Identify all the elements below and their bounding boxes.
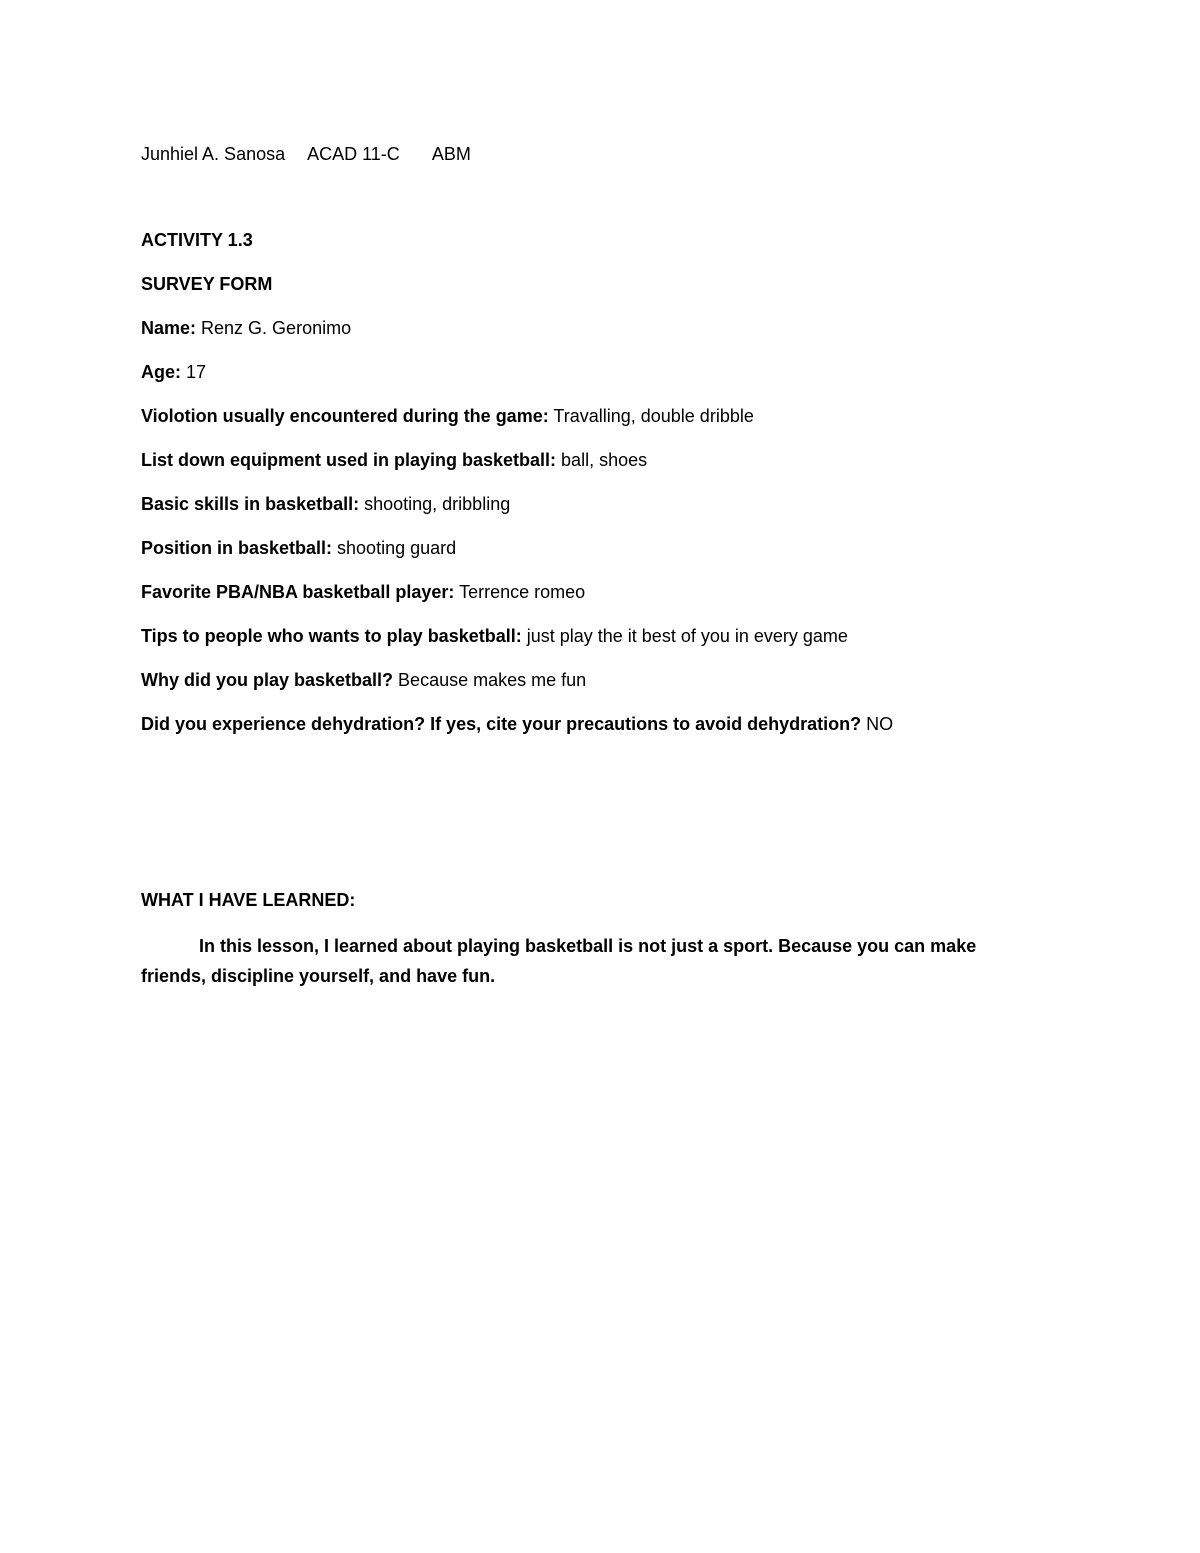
field-label: Did you experience dehydration? If yes, cite your precautions to avoid dehydration? xyxy=(141,714,862,734)
field-label: Age: xyxy=(141,362,181,382)
student-name: Junhiel A. Sanosa xyxy=(141,144,286,164)
learned-heading: WHAT I HAVE LEARNED: xyxy=(141,890,356,910)
field-value: 17 xyxy=(181,362,207,382)
field-label: Why did you play basketball? xyxy=(141,670,394,690)
field-position xyxy=(141,536,1041,560)
field-value: Travalling, double dribble xyxy=(548,406,754,426)
field-favorite-player xyxy=(141,580,1041,604)
field-basic-skills xyxy=(141,492,1041,516)
field-label: Favorite PBA/NBA basketball player: xyxy=(141,582,455,602)
field-label: Tips to people who wants to play basketball: xyxy=(141,626,522,646)
field-tips xyxy=(141,624,1041,648)
field-label: Name: xyxy=(141,318,197,338)
student-strand: ABM xyxy=(431,144,471,164)
field-name xyxy=(141,316,1041,340)
field-why-play xyxy=(141,668,1041,692)
field-value: Renz G. Geronimo xyxy=(196,318,352,338)
document-content xyxy=(141,142,1041,991)
header-line xyxy=(141,142,1041,166)
field-equipment xyxy=(141,448,1041,472)
field-dehydration xyxy=(141,712,1041,736)
field-violation xyxy=(141,404,1041,428)
field-age xyxy=(141,360,1041,384)
survey-form-title: SURVEY FORM xyxy=(141,274,273,294)
field-value: Terrence romeo xyxy=(454,582,586,602)
activity-title: ACTIVITY 1.3 xyxy=(141,230,253,250)
field-value: shooting guard xyxy=(332,538,457,558)
field-value: just play the it best of you in every game xyxy=(521,626,848,646)
field-label: List down equipment used in playing basketball: xyxy=(141,450,557,470)
field-value: ball, shoes xyxy=(556,450,648,470)
field-label: Violotion usually encountered during the game: xyxy=(141,406,549,426)
field-label: Basic skills in basketball: xyxy=(141,494,360,514)
field-value: Because makes me fun xyxy=(393,670,587,690)
field-label: Position in basketball: xyxy=(141,538,333,558)
student-section: ACAD 11-C xyxy=(307,144,400,164)
learned-paragraph: In this lesson, I learned about playing basketball is not just a sport. Because you can make friends, discipline yourself, and have fun. xyxy=(141,936,977,986)
field-value: shooting, dribbling xyxy=(359,494,511,514)
field-value: NO xyxy=(861,714,894,734)
